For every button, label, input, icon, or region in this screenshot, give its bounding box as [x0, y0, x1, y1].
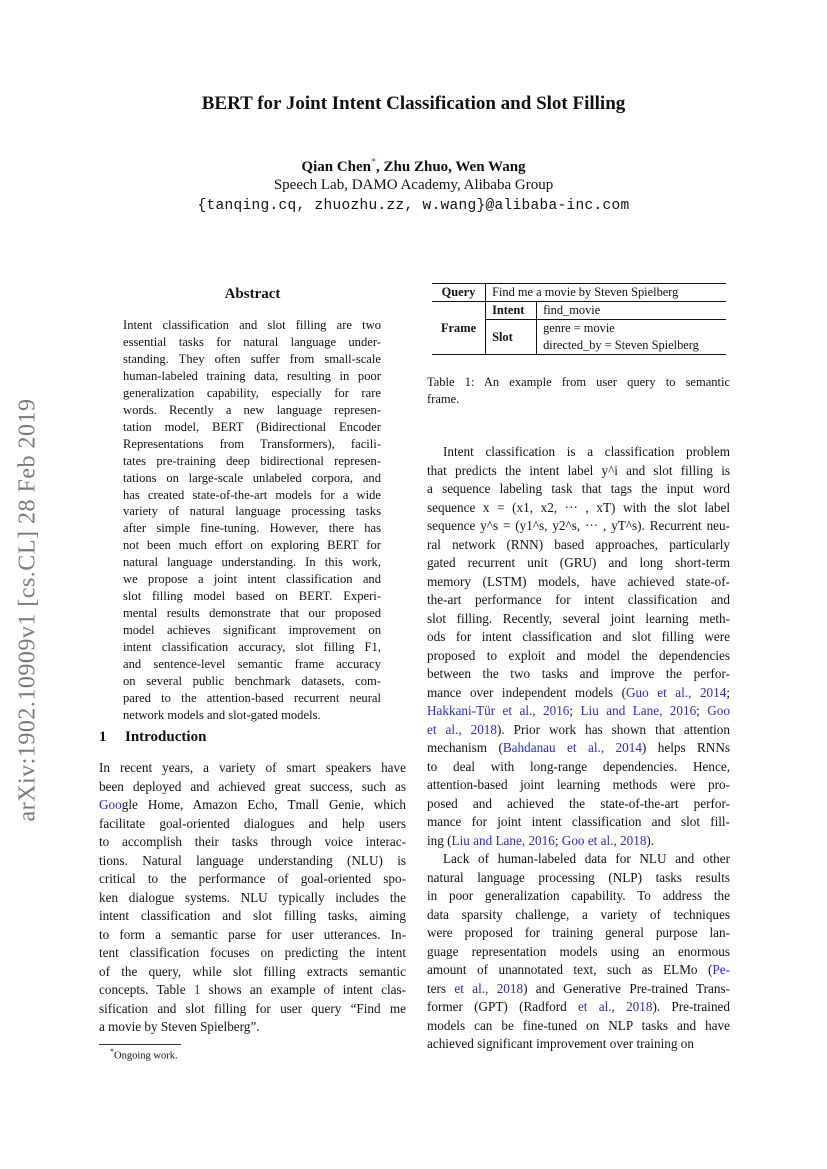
- section-title: Introduction: [125, 729, 207, 745]
- text-line: of the query, while slot filling extracts semantic: [99, 963, 406, 979]
- text-line: essential tasks for natural language under-: [123, 334, 381, 349]
- table-slot-value: directed_by = Steven Spielberg: [543, 338, 699, 352]
- text-line: tent classification focuses on predicting the intent: [99, 945, 406, 960]
- text-line: were proposed for training general purpose lan-: [427, 925, 730, 940]
- text-line: and sentence-level semantic frame accuracy: [123, 657, 381, 672]
- author-rest: , Zhu Zhuo, Wen Wang: [376, 159, 526, 175]
- text-line: natural language processing (NLP) tasks results: [427, 869, 730, 885]
- text-line: tation model, BERT (Bidirectional Encoder: [123, 419, 381, 434]
- author-list: [0, 157, 827, 176]
- text-line: that predicts the intent label y^i and slot filling is: [427, 462, 730, 478]
- text-line: ters et al., 2018) and Generative Pre-trained Trans-: [427, 980, 731, 996]
- text-line: we propose a joint intent classification and: [123, 572, 381, 587]
- footnote: [110, 1047, 178, 1062]
- text-line: a sequence labeling task that tags the input word: [427, 481, 730, 496]
- text-line: the-art performance for intent classification and: [427, 592, 730, 607]
- text-line: variety of natural language processing tasks: [123, 504, 381, 519]
- text-line: not been much effort on exploring BERT for: [123, 538, 381, 553]
- text-line: sequence y^s = (y1^s, y2^s, ··· , yT^s). Recurrent neu-: [427, 518, 730, 533]
- text-line: mance over independent models (Guo et al., 2014;: [427, 684, 730, 700]
- text-line: Table 1: An example from user query to semantic: [427, 375, 730, 389]
- text-line: models can be fine-tuned on NLP tasks and have: [427, 1017, 730, 1033]
- text-line: posed and achieved the state-of-the-art perfor-: [427, 795, 730, 811]
- introduction-paragraph: [99, 759, 406, 1037]
- text-line: tations on large-scale unlabeled corpora, and: [123, 470, 381, 485]
- text-line: a movie by Steven Spielberg”.: [99, 1019, 260, 1034]
- text-line: amount of unannotated text, such as ELMo (Pe-: [427, 962, 730, 977]
- author-emails: {tanqing.cq, zhuozhu.zz, w.wang}@alibaba-inc.com: [197, 198, 630, 214]
- text-line: Hakkani-Tür et al., 2016; Liu and Lane, 2016; Goo: [427, 703, 730, 718]
- text-line: standing. They often suffer from small-scale: [123, 351, 381, 366]
- paper-title: BERT for Joint Intent Classification and Slot Filling: [201, 93, 626, 114]
- text-line: slot filling. Recently, several joint learning meth-: [427, 610, 730, 626]
- text-line: words. Recently a new language represen-: [123, 402, 381, 417]
- text-line: has created state-of-the-art models for a wide: [123, 487, 381, 502]
- table-query-label: Query: [432, 284, 486, 302]
- arxiv-stamp-text: arXiv:1902.10909v1 [cs.CL] 28 Feb 2019: [14, 398, 41, 822]
- text-line: Google Home, Amazon Echo, Tmall Genie, which: [99, 797, 406, 812]
- right-column-text: [427, 443, 730, 1054]
- table-slot-label: Slot: [486, 320, 537, 355]
- footnote-rule: [99, 1044, 181, 1045]
- text-line: Lack of human-labeled data for NLU and other: [443, 851, 730, 866]
- table-intent-value: find_movie: [537, 302, 726, 320]
- text-line: pared to the attention-based recurrent neural: [123, 690, 381, 705]
- table-slot-value: genre = movie: [543, 321, 615, 335]
- text-line: model achieves significant improvement on: [123, 623, 381, 638]
- text-line: natural language understanding. In this work,: [123, 555, 381, 570]
- text-line: frame.: [427, 391, 460, 406]
- text-line: former (GPT) (Radford et al., 2018). Pre-trained: [427, 999, 730, 1014]
- text-line: concepts. Table 1 shows an example of intent clas-: [99, 982, 406, 997]
- text-line: in poor generalization capability. To address the: [427, 888, 730, 903]
- text-line: sification and slot filling for user query “Find me: [99, 1000, 406, 1016]
- table-frame-label: Frame: [432, 302, 486, 355]
- text-line: to deal with long-range dependencies. Hence,: [427, 758, 730, 774]
- text-line: attention-based joint learning methods were pro-: [427, 777, 730, 792]
- text-line: sequence x = (x1, x2, ··· , xT) with the slot label: [427, 499, 730, 515]
- abstract-body: [123, 317, 381, 724]
- text-line: Intent classification is a classification problem: [443, 444, 730, 459]
- text-line: ken dialogue systems. NLU typically includes the: [99, 889, 406, 905]
- text-line: achieved significant improvement over training on: [427, 1036, 694, 1051]
- text-line: between the two tasks and improve the perfor-: [427, 666, 730, 681]
- text-line: to form a semantic parse for user utterances. In-: [99, 926, 406, 942]
- author-first: Qian Chen: [301, 159, 372, 175]
- table-caption: [427, 374, 730, 407]
- text-line: proposed to exploit and model the dependencies: [427, 647, 730, 663]
- text-line: intent classification accuracy, slot filling F1,: [123, 640, 381, 655]
- affiliation: Speech Lab, DAMO Academy, Alibaba Group: [273, 177, 554, 193]
- section-heading: [99, 729, 206, 746]
- text-line: on several public benchmark datasets, com-: [123, 674, 381, 689]
- text-line: generalization capability, especially for rare: [123, 385, 381, 400]
- text-line: data sparsity challenge, a variety of techniques: [427, 906, 730, 922]
- text-line: mental results demonstrate that our proposed: [123, 606, 381, 621]
- table-query-value: Find me a movie by Steven Spielberg: [492, 285, 679, 299]
- text-line: been deployed and achieved great success, such as: [99, 778, 406, 794]
- text-line: to accomplish their tasks through voice interac-: [99, 834, 406, 849]
- text-line: ods for intent classification and slot filling were: [427, 629, 730, 644]
- text-line: Intent classification and slot filling are two: [123, 318, 381, 332]
- text-line: et al., 2018). Prior work has shown that attention: [427, 721, 730, 737]
- text-line: after simple fine-tuning. However, there has: [123, 521, 381, 536]
- footnote-mark: *: [110, 1047, 114, 1056]
- text-line: memory (LSTM) models, have achieved state-of-: [427, 573, 730, 589]
- abstract-heading: Abstract: [224, 286, 281, 302]
- footnote-text: Ongoing work.: [114, 1050, 178, 1062]
- text-line: ing (Liu and Lane, 2016; Goo et al., 2018).: [427, 832, 655, 848]
- text-line: facilitate goal-oriented dialogues and help users: [99, 815, 406, 831]
- text-line: tions. Natural language understanding (NLU) is: [99, 852, 406, 868]
- footnote-marker[interactable]: *: [371, 157, 377, 168]
- text-line: tates pre-training deep bidirectional represen-: [123, 453, 381, 468]
- example-table: [432, 283, 726, 355]
- arxiv-stamp: [8, 375, 48, 845]
- text-line: ral network (RNN) based approaches, particularly: [427, 536, 730, 552]
- text-line: mechanism (Bahdanau et al., 2014) helps RNNs: [427, 740, 730, 755]
- text-line: gated recurrent unit (GRU) and long short-term: [427, 555, 730, 570]
- text-line: In recent years, a variety of smart speakers have: [99, 760, 406, 775]
- text-line: guage representation models using an enormous: [427, 943, 730, 959]
- text-line: slot filling model based on BERT. Experi-: [123, 589, 381, 604]
- text-line: network models and slot-gated models.: [123, 707, 321, 722]
- text-line: intent classification and slot filling tasks, aiming: [99, 908, 406, 923]
- text-line: mance for joint intent classification and slot fill-: [427, 814, 730, 829]
- text-line: Representations from Transformers), facili-: [123, 436, 381, 451]
- text-line: critical to the performance of goal-oriented spo-: [99, 871, 406, 886]
- table-intent-label: Intent: [486, 302, 537, 320]
- text-line: human-labeled training data, resulting in poor: [123, 368, 381, 383]
- section-number: 1: [99, 729, 107, 745]
